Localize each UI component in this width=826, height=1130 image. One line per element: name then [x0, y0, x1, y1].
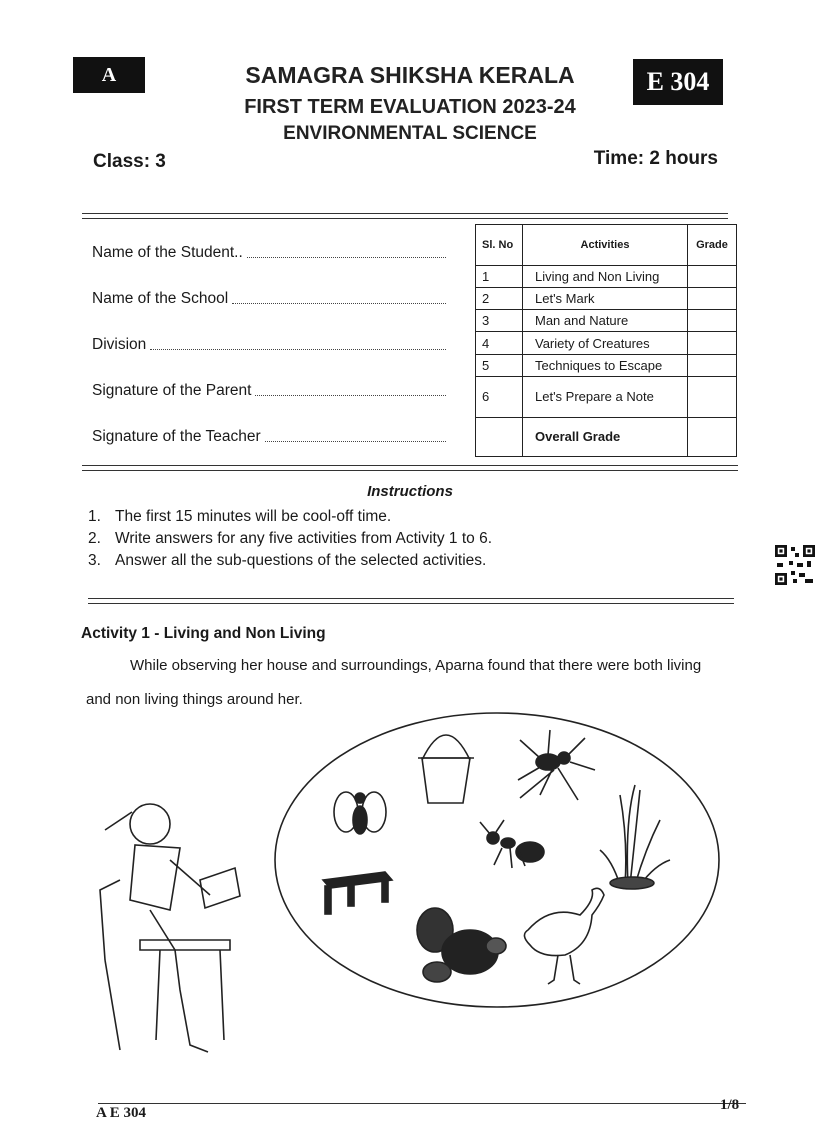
header-divider-bottom: [82, 218, 728, 219]
student-name-label: Name of the Student..: [92, 244, 243, 261]
overall-grade-row: [476, 417, 737, 456]
row-activity: Man and Nature: [523, 310, 688, 332]
instructions-divider-bottom: [88, 603, 734, 604]
row-grade-cell: [688, 288, 737, 310]
bucket-icon: [418, 735, 474, 803]
class-label: Class: 3: [93, 151, 166, 172]
exam-body-title: SAMAGRA SHIKSHA KERALA: [245, 62, 575, 88]
row-number: 4: [476, 332, 523, 354]
header-sl-no: Sl. No: [476, 225, 523, 266]
row-number: 2: [476, 288, 523, 310]
school-name-field: [92, 290, 446, 308]
row-grade-cell: [688, 376, 737, 417]
table-row: [476, 288, 737, 310]
row-activity: Living and Non Living: [523, 266, 688, 288]
stones-icon: [417, 908, 506, 982]
fly-icon: [334, 792, 386, 834]
footer-paper-code: A E 304: [96, 1105, 147, 1121]
list-item: 3. Answer all the sub-questions of the selected activities.: [88, 552, 487, 569]
parent-signature-label: Signature of the Parent: [92, 382, 252, 399]
grade-table-header: [476, 225, 737, 266]
school-name-label: Name of the School: [92, 290, 229, 307]
instructions-divider-top: [88, 598, 734, 599]
list-item: 1. The first 15 minutes will be cool-off time.: [88, 508, 392, 525]
paper-set-badge: A: [73, 57, 145, 93]
table-row: [476, 310, 737, 332]
row-grade-cell: [688, 310, 737, 332]
instructions-list: [88, 506, 492, 572]
row-number: 1: [476, 266, 523, 288]
row-number: 3: [476, 310, 523, 332]
activity-paragraph: While observing her house and surroundings, Aparna found that there were both living and non living things around her.: [86, 657, 702, 708]
activity-heading: Activity 1 - Living and Non Living: [81, 625, 326, 642]
row-activity: Let's Prepare a Note: [523, 376, 688, 417]
hen-icon: [524, 888, 604, 984]
teacher-signature-field: [92, 428, 446, 446]
division-field: [92, 336, 446, 354]
student-name-field: [92, 244, 446, 262]
page-number: 1/8: [720, 1097, 740, 1113]
teacher-signature-label: Signature of the Teacher: [92, 428, 261, 445]
footer-divider: [98, 1103, 746, 1104]
overall-grade-label: Overall Grade: [523, 417, 688, 456]
time-label: Time: 2 hours: [593, 148, 718, 169]
row-number: 5: [476, 354, 523, 376]
details-divider-top: [82, 465, 738, 466]
row-grade-cell: [688, 266, 737, 288]
header-grade: Grade: [688, 225, 737, 266]
parent-signature-field: [92, 382, 446, 400]
girl-reading-icon: [100, 804, 240, 1052]
spider-icon: [518, 730, 595, 800]
table-icon: [323, 872, 392, 914]
subject-title: ENVIRONMENTAL SCIENCE: [283, 123, 537, 144]
paper-code-badge: E 304: [633, 59, 723, 105]
exam-name-title: FIRST TERM EVALUATION 2023-24: [244, 96, 576, 118]
living-nonliving-illustration: [80, 700, 740, 1070]
row-activity: Let's Mark: [523, 288, 688, 310]
ant-icon: [480, 820, 544, 868]
instructions-title: Instructions: [367, 483, 453, 500]
header-divider-top: [82, 213, 728, 214]
row-number: 6: [476, 376, 523, 417]
row-grade-cell: [688, 354, 737, 376]
overall-grade-cell: [688, 417, 737, 456]
list-item: 2. Write answers for any five activities from Activity 1 to 6.: [88, 530, 493, 547]
qr-code-icon: [775, 545, 815, 585]
table-row: [476, 376, 737, 417]
row-activity: Techniques to Escape: [523, 354, 688, 376]
grass-icon: [600, 785, 670, 889]
details-divider-bottom: [82, 470, 738, 471]
table-row: [476, 332, 737, 354]
header-activities: Activities: [523, 225, 688, 266]
row-activity: Variety of Creatures: [523, 332, 688, 354]
grade-table: [475, 224, 737, 457]
row-grade-cell: [688, 332, 737, 354]
division-label: Division: [92, 336, 147, 353]
table-row: [476, 266, 737, 288]
table-row: [476, 354, 737, 376]
